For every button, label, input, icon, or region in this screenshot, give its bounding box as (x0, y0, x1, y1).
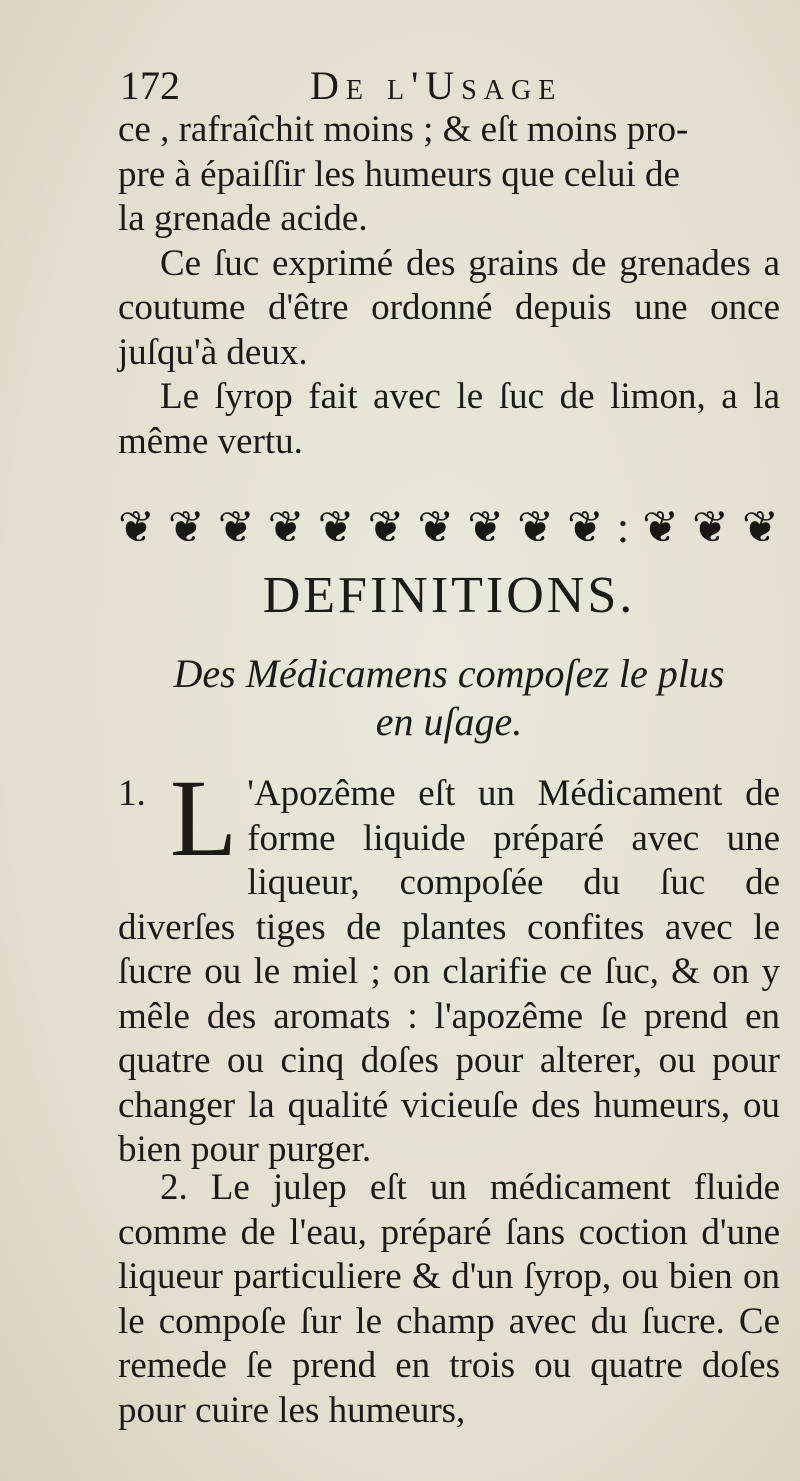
intro-line-1: ce , rafraîchit moins ; & eſt moins pro- (118, 109, 689, 150)
fleuron-icon: ❦ (517, 502, 555, 552)
intro-line-3: la grenade acide. (118, 198, 368, 239)
fleuron-icon: ❦ (567, 502, 605, 552)
fleuron-icon: ❦ (317, 502, 356, 552)
fleuron-icon: ❦ (217, 502, 256, 552)
subtitle-line-2: en uſage. (375, 699, 523, 744)
subtitle-line-1: Des Médicamens compoſez le plus (173, 651, 725, 696)
intro-paragraph-3: Le ſyrop fait avec le ſuc de limon, a la même vertu. (118, 376, 780, 462)
fleuron-icon: ❦ (692, 502, 730, 552)
fleuron-icon: ❦ (118, 502, 156, 552)
definition-2 (118, 1166, 780, 1433)
fleuron-icon: ❦ (467, 502, 506, 552)
definition-number-2: 2. (160, 1167, 188, 1208)
fleuron-icon: ❦ (267, 502, 306, 552)
fleuron-icon: ❦ (417, 502, 456, 552)
page-number: 172 (120, 63, 180, 108)
drop-cap: L (170, 757, 238, 879)
intro-text (118, 108, 780, 464)
intro-line-2: pre à épaiſſir les humeurs que celui de (118, 153, 680, 195)
section-title: DEFINITIONS. (262, 567, 636, 624)
fleuron-ornament-band (118, 502, 780, 552)
fleuron-icon: ❦ (642, 502, 681, 552)
definition-1 (118, 757, 780, 1173)
ornament-separator: : (616, 502, 631, 552)
running-head: De l'Usage (310, 63, 563, 108)
page-header (120, 62, 780, 112)
fleuron-icon: ❦ (167, 502, 206, 552)
definition-number-1: 1. (118, 773, 146, 814)
definition-text-1: 'Apozême eſt un Médicament de forme liquide préparé avec une liqueur, compoſée du ſuc de diverſes tiges de plantes confites avec le ſucre ou le miel ; on clarifie ce ſuc, & on y mêle des aromats : l'apozême ſe prend en quatre ou cinq doſes pour alterer, ou pour changer la qualité vicieuſe des humeurs, ou bien pour purger. (118, 773, 780, 1170)
definition-text-2: Le julep eſt un médicament fluide comme de l'eau, préparé ſans coction d'une liqueur particuliere & d'un ſyrop, ou bien on le compoſe ſur le champ avec du ſucre. Ce remede ſe prend en trois ou quatre doſes pour cuire les humeurs, (118, 1167, 780, 1431)
intro-paragraph-2: Ce ſuc exprimé des grains de grenades a coutume d'être ordonné depuis une once juſqu'à deux. (118, 242, 780, 373)
fleuron-icon: ❦ (367, 502, 406, 552)
fleuron-icon: ❦ (741, 502, 780, 552)
section-subtitle (118, 650, 780, 746)
